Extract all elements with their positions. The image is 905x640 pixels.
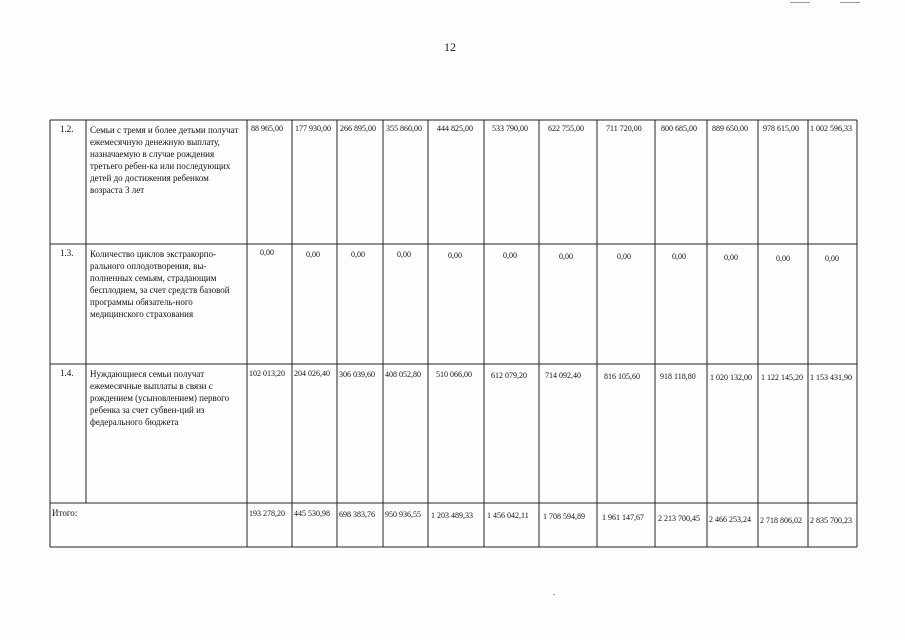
value-cell: 266 895,00 [340, 124, 376, 133]
total-cell: 193 278,20 [249, 509, 285, 518]
value-cell: 408 052,80 [385, 370, 421, 379]
value-cell: 306 039,60 [339, 370, 375, 379]
value-cell: 0,00 [617, 252, 631, 261]
row-index: 1.3. [60, 248, 74, 258]
total-cell: 445 530,98 [294, 509, 330, 518]
value-cell: 1 122 145,20 [761, 373, 803, 382]
value-cell: 800 685,00 [661, 124, 697, 133]
value-cell: 0,00 [306, 250, 320, 259]
value-cell: 0,00 [448, 251, 462, 260]
row-index: 1.4. [60, 368, 74, 378]
total-cell: 2 718 806,02 [760, 516, 802, 525]
value-cell: 444 825,00 [437, 124, 473, 133]
total-cell: 2 213 700,45 [658, 514, 700, 523]
total-cell: 2 835 700,23 [810, 516, 852, 525]
value-cell: 1 020 132,00 [710, 373, 752, 382]
total-cell: 950 936,55 [385, 510, 421, 519]
value-cell: 0,00 [260, 248, 274, 257]
value-cell: 355 860,00 [386, 124, 422, 133]
value-cell: 918 118,80 [660, 372, 696, 381]
total-cell: 1 203 489,33 [431, 511, 473, 520]
value-cell: 622 755,00 [548, 124, 584, 133]
scan-speck [790, 2, 810, 3]
value-cell: 0,00 [397, 250, 411, 259]
page-number: 12 [444, 40, 456, 54]
total-cell: 1 961 147,67 [602, 513, 644, 522]
row-description: Нуждающиеся семьи получат ежемесячные выплаты в связи с рождением (усыновлением) первого ребенка за счет субвен-ций из федерального бюджета [90, 369, 230, 427]
value-cell: 978 615,00 [763, 124, 799, 133]
value-cell: 88 965,00 [251, 124, 283, 133]
total-cell: 2 466 253,24 [709, 515, 751, 524]
value-cell: 1 002 596,33 [810, 124, 852, 133]
value-cell: 0,00 [724, 253, 738, 262]
value-cell: 0,00 [559, 252, 573, 261]
value-cell: 204 026,40 [294, 369, 330, 378]
total-cell: 1 708 594,89 [543, 512, 585, 521]
value-cell: 177 930,00 [295, 124, 331, 133]
value-cell: 0,00 [503, 251, 517, 260]
value-cell: 0,00 [351, 250, 365, 259]
value-cell: 816 105,60 [604, 372, 640, 381]
value-cell: 510 066,00 [436, 370, 472, 379]
scan-speck [553, 594, 555, 595]
total-label: Итого: [52, 508, 78, 518]
row-description: Семьи с тремя и более детьми получат ежемесячную денежную выплату, назначаемую в случае рождения третьего ребен-ка или последующих детей до достижения ребенком возраста 3 лет [90, 125, 239, 195]
value-cell: 1 153 431,90 [810, 373, 852, 382]
value-cell: 612 079,20 [491, 371, 527, 380]
row-description: Количество циклов экстракорпо-рального оплодотворения, вы-полненных семьям, страдающим бесплодием, за счет средств базовой программы обязатель-ного медицинского страхования [90, 249, 230, 319]
value-cell: 889 650,00 [712, 124, 748, 133]
row-index: 1.2. [60, 124, 74, 134]
total-cell: 698 383,76 [339, 510, 375, 519]
value-cell: 102 013,20 [249, 369, 285, 378]
value-cell: 0,00 [672, 252, 686, 261]
value-cell: 0,00 [776, 254, 790, 263]
scan-speck [840, 2, 860, 3]
value-cell: 711 720,00 [606, 124, 642, 133]
total-cell: 1 456 042,11 [487, 511, 529, 520]
value-cell: 533 790,00 [492, 124, 528, 133]
value-cell: 714 092,40 [545, 371, 581, 380]
value-cell: 0,00 [825, 254, 839, 263]
